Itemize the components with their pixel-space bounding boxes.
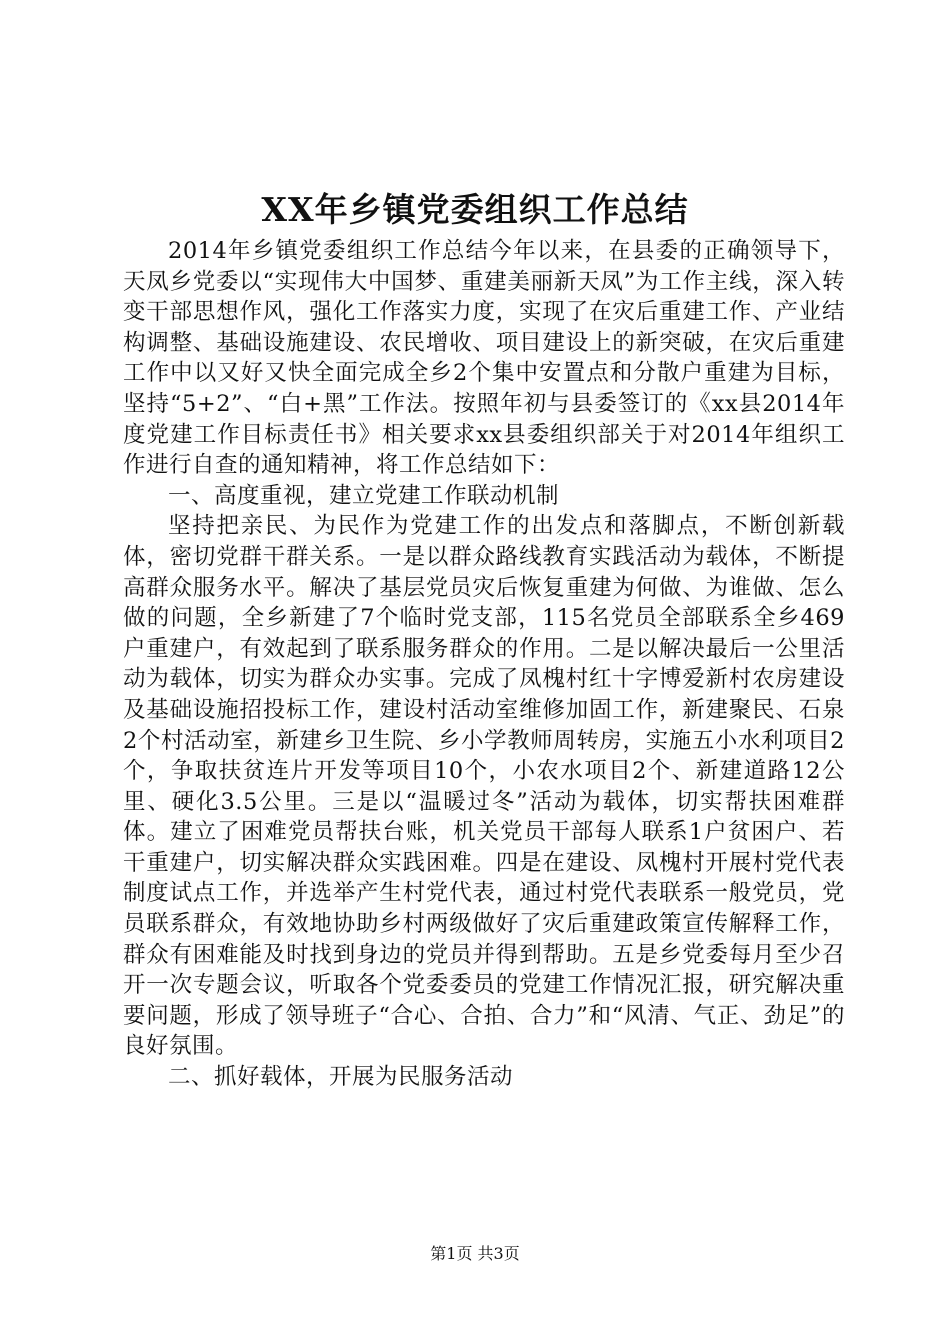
page-footer: 第1页 共3页 [430, 1244, 520, 1263]
section-1-paragraph: 坚持把亲民、为民作为党建工作的出发点和落脚点，不断创新载体，密切党群干群关系。一是以群众路线教育实践活动为载体，不断提高群众服务水平。解决了基层党员灾后恢复重建为何做、为谁做、怎么做的问题，全乡新建了7个临时党支部，115名党员全部联系全乡469户重建户，有效起到了联系服务群众的作用。二是以解决最后一公里活动为载体，切实为群众办实事。完成了凤槐村红十字博爱新村农房建设及基础设施招投标工作，建设村活动室维修加固工作，新建聚民、石泉2个村活动室，新建乡卫生院、乡小学教师周转房，实施五小水利项目2个，争取扶贫连片开发等项目10个，小农水项目2个、新建道路12公里、硬化3.5公里。三是以“温暖过冬”活动为载体，切实帮扶困难群体。建立了困难党员帮扶台账，机关党员干部每人联系1户贫困户、若干重建户，切实解决群众实践困难。四是在建设、凤槐村开展村党代表制度试点工作，并选举产生村党代表，通过村党代表联系一般党员，党员联系群众，有效地协助乡村两级做好了灾后重建政策宣传解释工作，群众有困难能及时找到身边的党员并得到帮助。五是乡党委每月至少召开一次专题会议，听取各个党委委员的党建工作情况汇报，研究解决重要问题，形成了领导班子“合心、合拍、合力”和“风清、气正、劲足”的良好氛围。 [123, 513, 845, 1060]
intro-paragraph: 2014年乡镇党委组织工作总结今年以来，在县委的正确领导下，天凤乡党委以“实现伟大中国梦、重建美丽新天凤”为工作主线，深入转变干部思想作风，强化工作落实力度，实现了在灾后重建工作、产业结构调整、基础设施建设、农民增收、项目建设上的新突破，在灾后重建工作中以又好又快全面完成全乡2个集中安置点和分散户重建为目标，坚持“5+2”、“白+黑”工作法。按照年初与县委签订的《xx县2014年度党建工作目标责任书》相关要求xx县委组织部关于对2014年组织工作进行自查的通知精神，将工作总结如下： [123, 238, 845, 479]
document-title: XX年乡镇党委组织工作总结 [261, 190, 689, 229]
section-heading-2: 二、抓好载体，开展为民服务活动 [168, 1064, 514, 1091]
section-heading-1: 一、高度重视，建立党建工作联动机制 [168, 482, 560, 509]
document-body [123, 236, 845, 1093]
